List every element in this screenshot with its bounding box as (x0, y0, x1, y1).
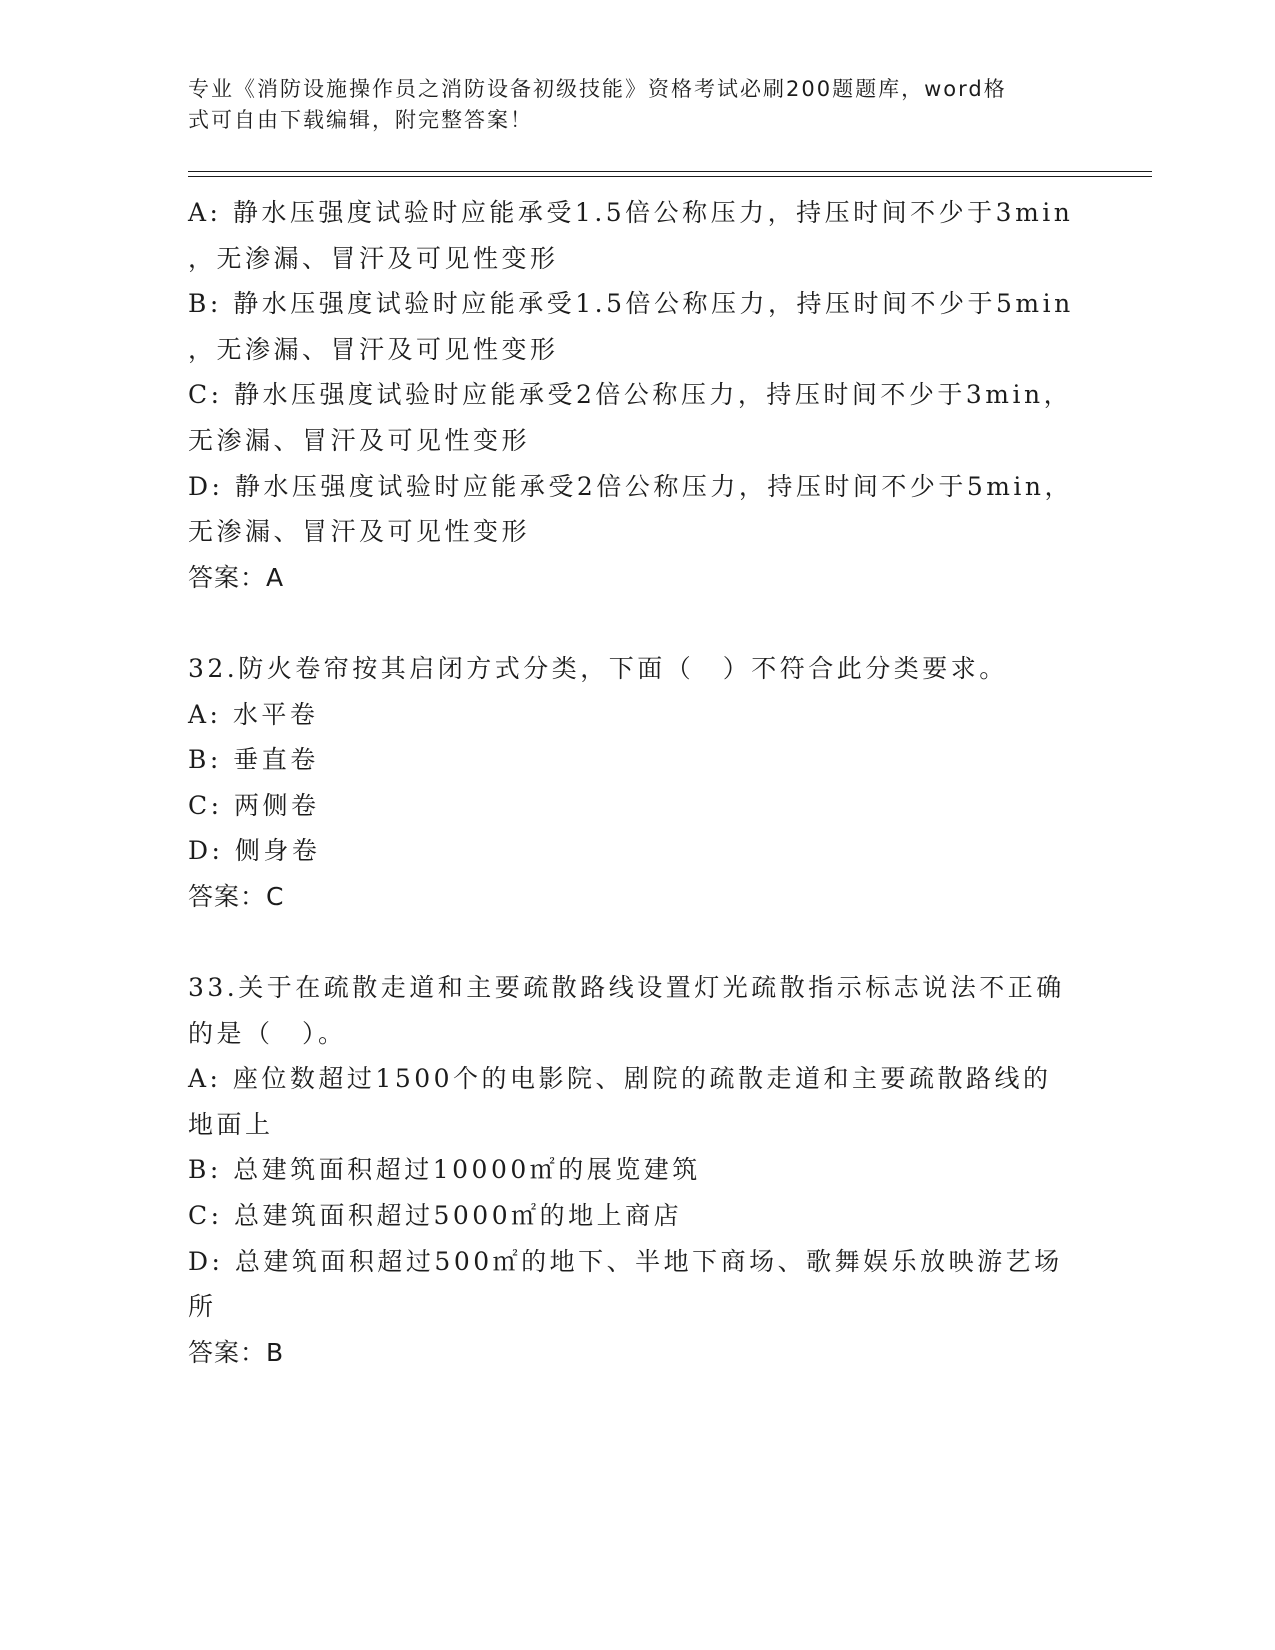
header-divider-top (188, 171, 1152, 172)
q31-option-c-line-2: 无渗漏、冒汗及可见性变形 (188, 425, 531, 455)
q31-option-d-line-1: D: 静水压强度试验时应能承受2倍公称压力，持压时间不少于5min， (188, 471, 1074, 501)
q33-option-d-line-1: D: 总建筑面积超过500㎡的地下、半地下商场、歌舞娱乐放映游艺场 (188, 1246, 1063, 1276)
q32-stem: 32.防火卷帘按其启闭方式分类，下面（ ）不符合此分类要求。 (188, 653, 1008, 683)
question-32-block (188, 646, 1088, 920)
q33-option-b: B: 总建筑面积超过10000㎡的展览建筑 (188, 1155, 701, 1185)
q33-answer: 答案：B (188, 1337, 285, 1367)
header-title-line-2: 式可自由下载编辑，附完整答案！ (188, 108, 533, 132)
question-spacer (188, 600, 1088, 646)
header-divider-bottom (188, 176, 1152, 177)
q33-option-a-line-2: 地面上 (188, 1109, 274, 1139)
question-33-block (188, 965, 1088, 1375)
q32-option-d: D: 侧身卷 (188, 836, 321, 866)
q31-option-b-line-1: B: 静水压强度试验时应能承受1.5倍公称压力，持压时间不少于5min (188, 289, 1074, 319)
q31-option-b-line-2: ，无渗漏、冒汗及可见性变形 (188, 334, 559, 364)
q31-option-a-line-1: A: 静水压强度试验时应能承受1.5倍公称压力，持压时间不少于3min (188, 198, 1074, 227)
q33-stem-line-1: 33.关于在疏散走道和主要疏散路线设置灯光疏散指示标志说法不正确 (188, 973, 1065, 1003)
question-spacer (188, 920, 1088, 966)
q31-option-d-line-2: 无渗漏、冒汗及可见性变形 (188, 517, 531, 547)
header-title-line-1: 专业《消防设施操作员之消防设备初级技能》资格考试必刷200题题库，word格 (188, 77, 1007, 101)
q33-option-a-line-1: A: 座位数超过1500个的电影院、剧院的疏散走道和主要疏散路线的 (188, 1064, 1052, 1094)
q32-option-c: C: 两侧卷 (188, 790, 320, 820)
q33-stem-line-2: 的是（ ）。 (188, 1018, 347, 1048)
document-header (188, 74, 1068, 136)
q31-option-a-line-2: ，无渗漏、冒汗及可见性变形 (188, 243, 559, 273)
q32-option-a: A: 水平卷 (188, 699, 319, 729)
q32-option-b: B: 垂直卷 (188, 745, 319, 775)
q33-option-d-line-2: 所 (188, 1292, 217, 1322)
question-31-block (188, 190, 1088, 600)
question-body (188, 190, 1088, 1375)
q33-option-c: C: 总建筑面积超过5000㎡的地上商店 (188, 1201, 683, 1231)
q31-answer: 答案：A (188, 562, 285, 592)
q32-answer: 答案：C (188, 881, 285, 911)
q31-option-c-line-1: C: 静水压强度试验时应能承受2倍公称压力，持压时间不少于3min， (188, 380, 1073, 410)
